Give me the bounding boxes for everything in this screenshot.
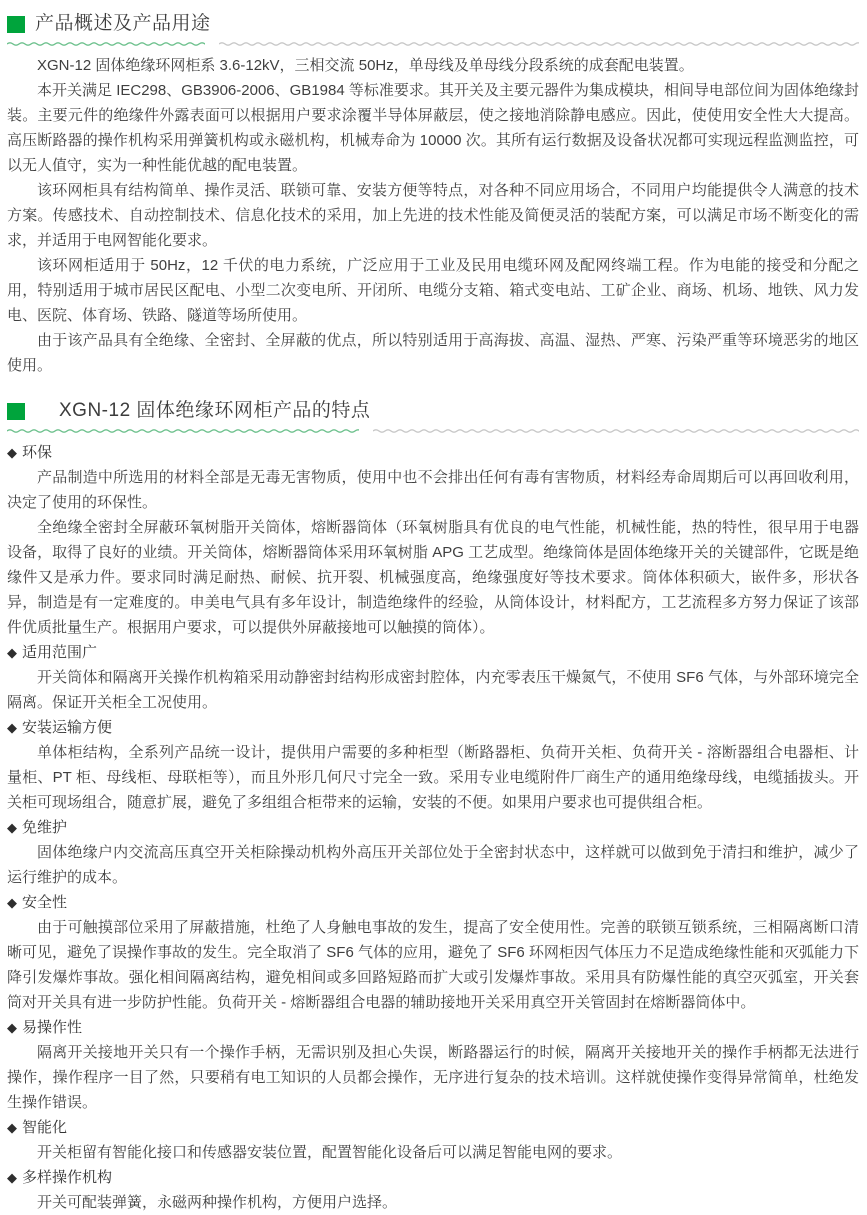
- overview-body: [7, 53, 859, 378]
- feature-block: [7, 815, 859, 890]
- feature-heading-label: 智能化: [22, 1119, 68, 1136]
- feature-paragraph: 由于可触摸部位采用了屏蔽措施，杜绝了人身触电事故的发生，提高了安全使用性。完善的联锁互锁系统，三相隔离断口清晰可见，避免了误操作事故的发生。完全取消了 SF6 气体的应用，避免了 SF6 环网柜因气体压力不足造成绝缘性能和灭弧能力下降引发爆炸事故。强化相间隔离结构，避免相间或多回路短路而扩大或引发爆炸事故。采用具有防爆性能的真空灭弧室，开关套筒对开关具有进一步防护性能。负荷开关 - 熔断器组合电器的辅助接地开关采用真空开关管固封在熔断器筒体中。: [7, 919, 859, 1011]
- feature-heading-label: 安全性: [22, 894, 68, 911]
- diamond-bullet-icon: ◆: [7, 1020, 17, 1035]
- overview-paragraph: 本开关满足 IEC298、GB3906-2006、GB1984 等标准要求。其开关及主要元器件为集成模块，相间导电部位间为固体绝缘封装。主要元件的绝缘件外露表面可以根据用户要求涂覆半导体屏蔽层，使之接地消除静电感应。因此，使使用安全性大大提高。高压断路器的操作机构采用弹簧机构或永磁机构，机械寿命为 10000 次。其所有运行数据及设备状况都可实现远程监测监控，可以无人值守，实为一种性能优越的配电装置。: [7, 82, 859, 174]
- wavy-line-green-icon: [7, 40, 205, 48]
- feature-paragraph: 开关筒体和隔离开关操作机构箱采用动静密封结构形成密封腔体，内充零表压干燥氮气，不使用 SF6 气体，与外部环境完全隔离。保证开关柜全工况使用。: [7, 669, 859, 711]
- feature-paragraph: 全绝缘全密封全屏蔽环氧树脂开关筒体，熔断器筒体（环氧树脂具有优良的电气性能，机械性能，热的特性，很早用于电器设备，取得了良好的业绩。开关筒体，熔断器筒体采用环氧树脂 APG 工艺成型。绝缘筒体是固体绝缘开关的关键部件，它既是绝缘件又是承力件。要求同时满足耐热、耐候、抗开裂、机械强度高，绝缘强度好等技术要求。筒体体积硕大，嵌件多，形状各异，制造是有一定难度的。申美电气具有多年设计，制造绝缘件的经验，从筒体设计，材料配方，工艺流程多方努力保证了该部件优质批量生产。根据用户要求，可以提供外屏蔽接地可以触摸的筒体）。: [7, 519, 859, 636]
- feature-paragraph: 开关可配装弹簧，永磁两种操作机构，方便用户选择。: [37, 1194, 398, 1211]
- overview-paragraph: XGN-12 固体绝缘环网柜系 3.6-12kV，三相交流 50Hz，单母线及单母线分段系统的成套配电装置。: [37, 57, 694, 74]
- feature-block: [7, 890, 859, 1015]
- feature-heading: [7, 440, 859, 465]
- feature-heading: [7, 640, 859, 665]
- diamond-bullet-icon: ◆: [7, 895, 17, 910]
- feature-heading-label: 适用范围广: [22, 644, 98, 661]
- section2-header: [7, 394, 859, 424]
- feature-paragraph: 隔离开关接地开关只有一个操作手柄，无需识别及担心失误，断路器运行的时候，隔离开关接地开关的操作手柄都无法进行操作，操作程序一目了然，只要稍有电工知识的人员都会操作，无序进行复杂的技术培训。这样就使操作变得异常简单，杜绝发生操作错误。: [7, 1044, 859, 1111]
- wavy-line-gray-icon: [219, 40, 859, 48]
- diamond-bullet-icon: ◆: [7, 1120, 17, 1135]
- feature-block: [7, 715, 859, 815]
- feature-block: [7, 440, 859, 640]
- feature-block: [7, 640, 859, 715]
- feature-paragraph: 开关柜留有智能化接口和传感器安装位置，配置智能化设备后可以满足智能电网的要求。: [37, 1144, 623, 1161]
- green-square-icon: [7, 403, 25, 420]
- feature-heading: [7, 815, 859, 840]
- overview-paragraph: 该环网柜适用于 50Hz，12 千伏的电力系统，广泛应用于工业及民用电缆环网及配网终端工程。作为电能的接受和分配之用，特别适用于城市居民区配电、小型二次变电所、开闭所、电缆分支箱、箱式变电站、工矿企业、商场、机场、地铁、风力发电、医院、体育场、铁路、隧道等场所使用。: [7, 257, 859, 324]
- section1-underline: [7, 40, 859, 48]
- feature-block: [7, 1015, 859, 1115]
- feature-heading-label: 多样操作机构: [22, 1169, 113, 1186]
- green-square-icon: [7, 16, 25, 33]
- feature-paragraph: 固体绝缘户内交流高压真空开关柜除操动机构外高压开关部位处于全密封状态中，这样就可以做到免于清扫和维护，减少了运行维护的成本。: [7, 844, 859, 886]
- section1-title: 产品概述及产品用途: [35, 13, 211, 34]
- feature-heading: [7, 715, 859, 740]
- diamond-bullet-icon: ◆: [7, 445, 17, 460]
- feature-heading: [7, 1165, 859, 1190]
- overview-paragraph: 该环网柜具有结构简单、操作灵活、联锁可靠、安装方便等特点，对各种不同应用场合，不同用户均能提供令人满意的技术方案。传感技术、自动控制技术、信息化技术的采用，加上先进的技术性能及简便灵活的装配方案，可以满足市场不断变化的需求，并适用于电网智能化要求。: [7, 182, 859, 249]
- feature-block: [7, 1115, 859, 1165]
- section2-underline: [7, 427, 859, 435]
- diamond-bullet-icon: ◆: [7, 720, 17, 735]
- overview-paragraph: 由于该产品具有全绝缘、全密封、全屏蔽的优点，所以特别适用于高海拔、高温、湿热、严寒、污染严重等环境恶劣的地区使用。: [7, 332, 859, 374]
- feature-paragraph: 产品制造中所选用的材料全部是无毒无害物质，使用中也不会排出任何有毒有害物质，材料经寿命周期后可以再回收利用，决定了使用的环保性。: [7, 469, 859, 511]
- wavy-line-gray-icon: [373, 427, 859, 435]
- diamond-bullet-icon: ◆: [7, 1170, 17, 1185]
- feature-heading-label: 安装运输方便: [22, 719, 113, 736]
- feature-paragraph: 单体柜结构，全系列产品统一设计，提供用户需要的多种柜型（断路器柜、负荷开关柜、负荷开关 - 溶断器组合电器柜、计量柜、PT 柜、母线柜、母联柜等），而且外形几何尺寸完全一致。采用专业电缆附件厂商生产的通用绝缘母线，电缆插拔头。开关柜可现场组合，随意扩展，避免了多组组合柜带来的运输，安装的不便。如果用户要求也可提供组合柜。: [7, 744, 859, 811]
- section2-title: XGN-12 固体绝缘环网柜产品的特点: [59, 400, 371, 421]
- feature-heading-label: 免维护: [22, 819, 68, 836]
- feature-heading-label: 易操作性: [22, 1019, 83, 1036]
- feature-heading: [7, 1115, 859, 1140]
- diamond-bullet-icon: ◆: [7, 820, 17, 835]
- wavy-line-green-icon: [7, 427, 359, 435]
- section1-header: [7, 7, 859, 37]
- feature-heading: [7, 890, 859, 915]
- feature-block: [7, 1165, 859, 1215]
- diamond-bullet-icon: ◆: [7, 645, 17, 660]
- feature-heading: [7, 1015, 859, 1040]
- feature-heading-label: 环保: [22, 444, 53, 461]
